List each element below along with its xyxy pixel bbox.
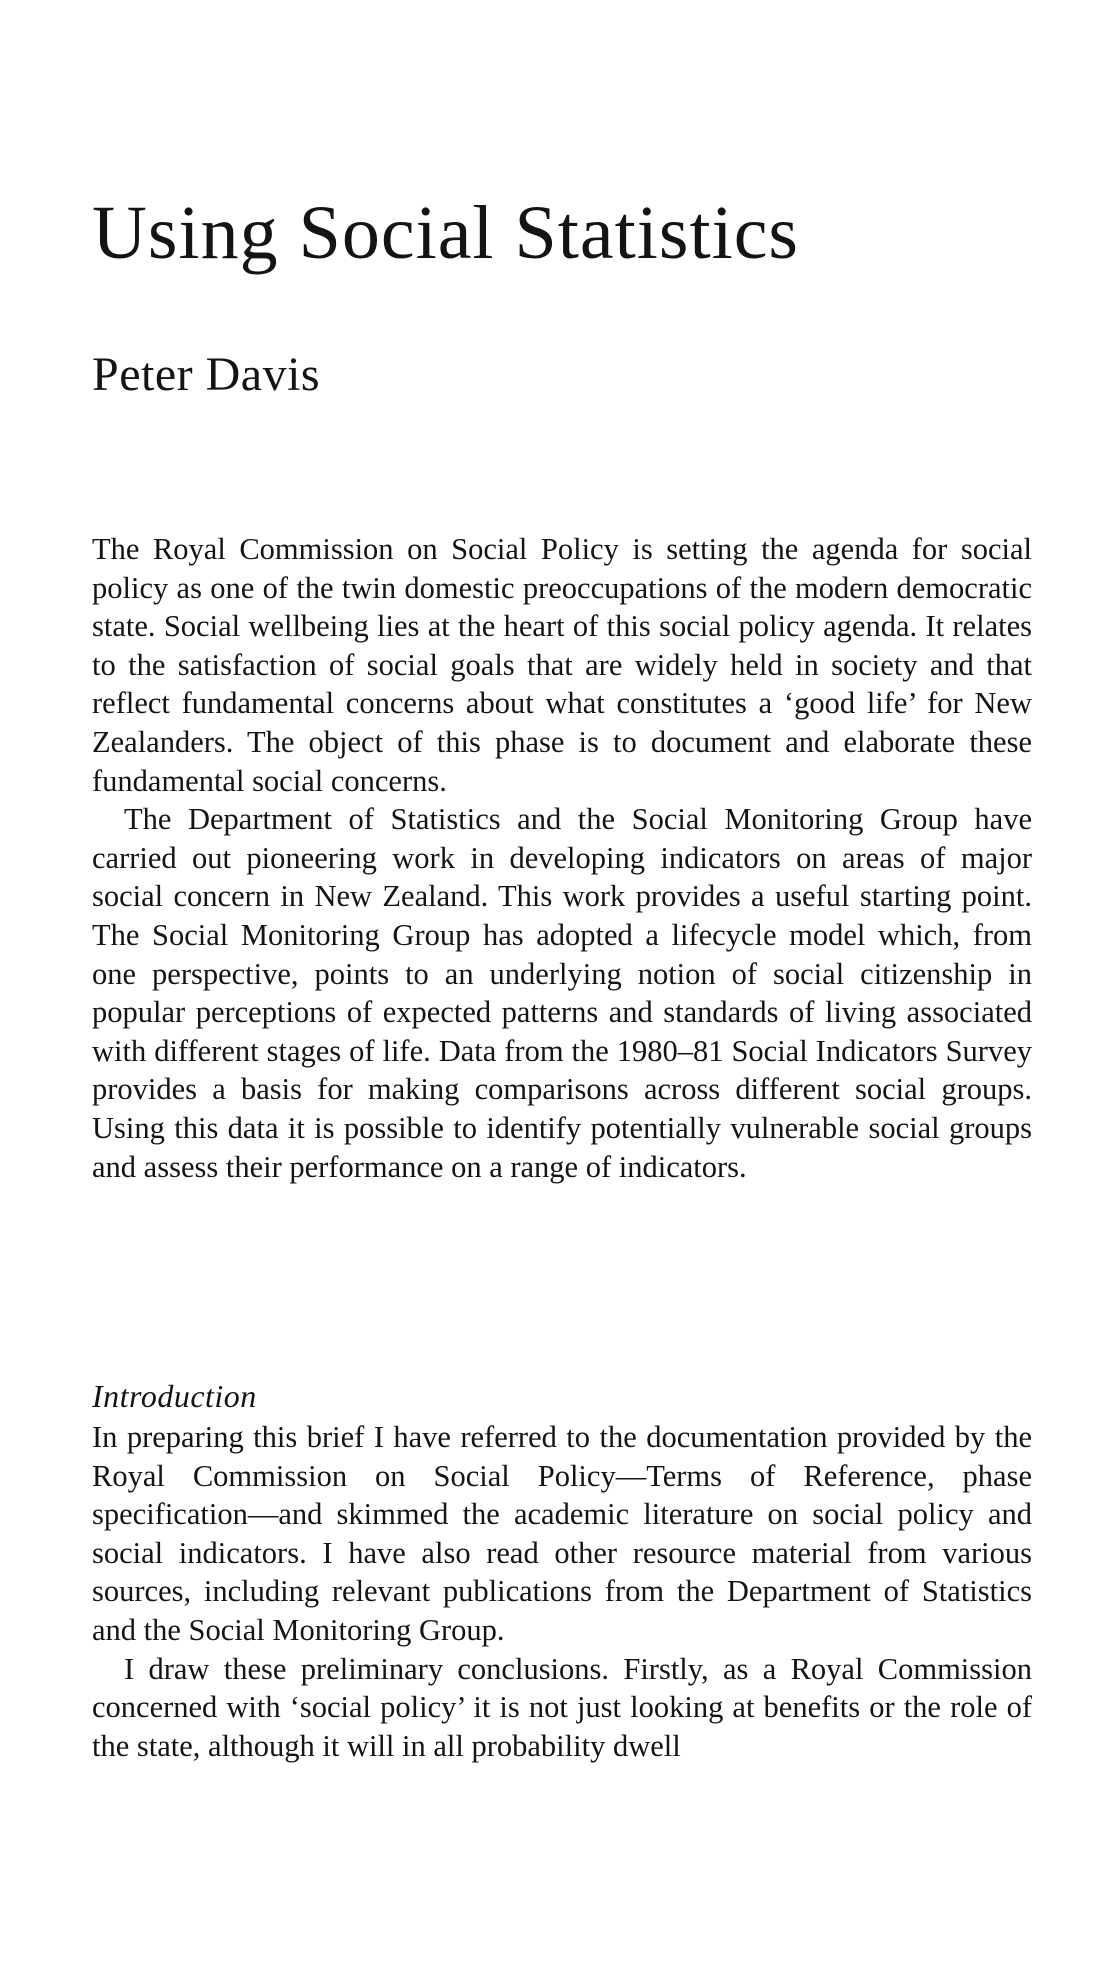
introduction-section (92, 1376, 1032, 1765)
abstract-paragraph: The Department of Statistics and the Social Monitoring Group have carried out pioneering work in developing indicators on areas of major social concern in New Zealand. This work provides a useful starting point. The Social Monitoring Group has adopted a lifecycle model which, from one perspective, points to an underlying notion of social citizenship in popular perceptions of expected patterns and standards of living associated with different stages of life. Data from the 1980–81 Social Indicators Survey provides a basis for making comparisons across different social groups. Using this data it is possible to identify potentially vulnerable social groups and assess their performance on a range of indicators. (92, 802, 1032, 1184)
section-heading: Introduction (92, 1378, 257, 1414)
author-name: Peter Davis (92, 348, 321, 401)
body-paragraph: I draw these preliminary conclusions. Firstly, as a Royal Commission concerned with ‘social policy’ it is not just looking at benefits or the role of the state, although it will in all probability dwell (92, 1651, 1032, 1763)
page-title: Using Social Statistics (92, 191, 799, 275)
abstract-paragraph: The Royal Commission on Social Policy is setting the agenda for social policy as one of the twin domestic preoccupations of the modern democratic state. Social wellbeing lies at the heart of this social policy agenda. It relates to the satisfaction of social goals that are widely held in society and that reflect fundamental concerns about what constitutes a ‘good life’ for New Zealanders. The object of this phase is to document and elaborate these fundamental social concerns. (92, 532, 1032, 798)
abstract (92, 530, 1032, 1186)
body-paragraph: In preparing this brief I have referred to the documentation provided by the Royal Commission on Social Policy—Terms of Reference, phase specification—and skimmed the academic literature on social policy and social indicators. I have also read other resource material from various sources, including relevant publications from the Department of Statistics and the Social Monitoring Group. (92, 1420, 1032, 1647)
